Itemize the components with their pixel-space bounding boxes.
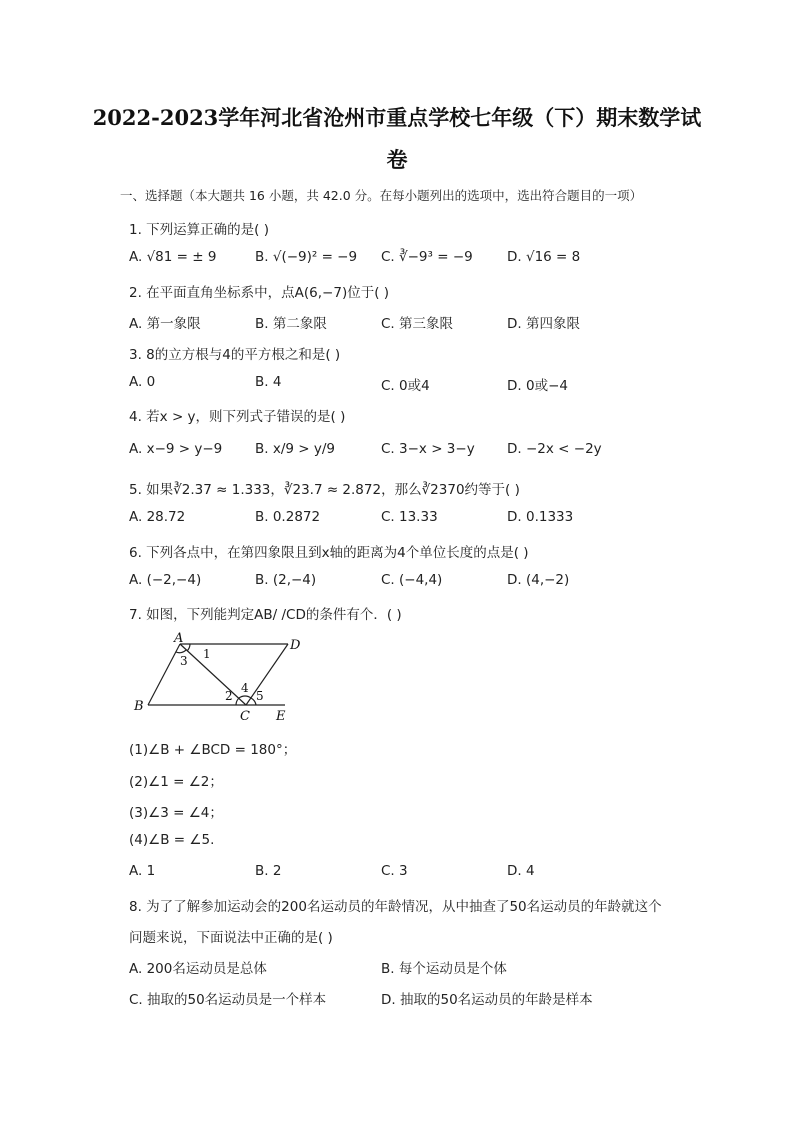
angle-label-5: 5 — [256, 689, 264, 703]
option-b: B. 2 — [255, 863, 282, 879]
question-4-options — [129, 441, 669, 461]
segment-dc — [246, 644, 288, 705]
option-c: C. (−4,4) — [381, 572, 443, 588]
condition-3: (3)∠3 = ∠4； — [129, 805, 223, 821]
option-b: B. 0.2872 — [255, 509, 321, 525]
option-d: D. 0.1333 — [507, 509, 574, 525]
point-label-e: E — [276, 709, 286, 724]
option-d: D. 抽取的50名运动员的年龄是样本 — [381, 992, 593, 1008]
question-8-options-row2 — [129, 988, 669, 1008]
question-5-stem: 5. 如果∛2.37 ≈ 1.333，∛23.7 ≈ 2.872，那么∛2370约等于( ) — [129, 482, 520, 498]
question-7-stem: 7. 如图，下列能判定AB/ /CD的条件有个．( ) — [129, 607, 402, 623]
angle-arc-4 — [239, 696, 251, 698]
option-c: C. 0或4 — [381, 378, 430, 394]
option-b: B. √(−9)² = −9 — [255, 249, 358, 265]
question-4-stem: 4. 若x > y，则下列式子错误的是( ) — [129, 409, 346, 425]
point-label-b: B — [134, 699, 144, 714]
option-a: A. x−9 > y−9 — [129, 441, 223, 457]
angle-arc-2 — [236, 698, 239, 705]
option-a: A. 1 — [129, 863, 156, 879]
angle-label-2: 2 — [225, 689, 233, 703]
option-d: D. 0或−4 — [507, 378, 568, 394]
option-b: B. 4 — [255, 374, 282, 390]
option-a: A. √81 = ± 9 — [129, 249, 217, 265]
question-2-stem: 2. 在平面直角坐标系中，点A(6,−7)位于( ) — [129, 285, 390, 301]
angle-arc-3 — [176, 650, 186, 653]
question-8-options-row1 — [129, 957, 669, 977]
question-7-options — [129, 863, 669, 883]
condition-4: (4)∠B = ∠5. — [129, 832, 215, 848]
option-b: B. 每个运动员是个体 — [381, 961, 507, 977]
option-d: D. 4 — [507, 863, 535, 879]
point-label-c: C — [240, 709, 250, 724]
option-c: C. 13.33 — [381, 509, 438, 525]
option-c: C. 3−x > 3−y — [381, 441, 475, 457]
question-1-options — [129, 249, 669, 269]
exam-title-line2: 卷 — [386, 147, 408, 172]
question-6-stem: 6. 下列各点中，在第四象限且到x轴的距离为4个单位长度的点是( ) — [129, 545, 529, 561]
parallelogram-figure — [130, 630, 310, 725]
question-3-options — [129, 374, 669, 394]
segment-ac — [180, 644, 246, 705]
option-c: C. 3 — [381, 863, 408, 879]
condition-1: (1)∠B + ∠BCD = 180°； — [129, 742, 297, 758]
option-a: A. (−2,−4) — [129, 572, 202, 588]
question-1-stem: 1. 下列运算正确的是( ) — [129, 222, 269, 238]
question-3-stem: 3. 8的立方根与4的平方根之和是( ) — [129, 347, 341, 363]
angle-label-4: 4 — [241, 681, 249, 695]
question-8-stem: 8. 为了了解参加运动会的200名运动员的年龄情况，从中抽查了50名运动员的年龄就这个 — [129, 899, 662, 915]
angle-label-1: 1 — [203, 647, 211, 661]
option-a: A. 200名运动员是总体 — [129, 961, 267, 977]
option-b: B. 第二象限 — [255, 316, 327, 332]
option-d: D. √16 = 8 — [507, 249, 581, 265]
option-a: A. 0 — [129, 374, 156, 390]
exam-title-line1: 2022-2023学年河北省沧州市重点学校七年级（下）期末数学试 — [92, 105, 702, 130]
option-d: D. (4,−2) — [507, 572, 570, 588]
option-a: A. 28.72 — [129, 509, 186, 525]
segment-ab — [148, 644, 180, 705]
option-d: D. 第四象限 — [507, 316, 580, 332]
option-d: D. −2x < −2y — [507, 441, 602, 457]
point-label-d: D — [290, 638, 301, 653]
angle-label-3: 3 — [180, 654, 188, 668]
option-b: B. (2,−4) — [255, 572, 317, 588]
point-label-a: A — [174, 631, 184, 646]
option-c: C. 第三象限 — [381, 316, 454, 332]
option-c: C. ∛−9³ = −9 — [381, 249, 473, 265]
option-b: B. x/9 > y/9 — [255, 441, 335, 457]
section-heading: 一、选择题（本大题共 16 小题，共 42.0 分。在每小题列出的选项中，选出符合题目的一项） — [120, 188, 643, 203]
option-a: A. 第一象限 — [129, 316, 201, 332]
option-c: C. 抽取的50名运动员是一个样本 — [129, 992, 327, 1008]
question-2-options — [129, 312, 669, 332]
question-5-options — [129, 509, 669, 529]
question-6-options — [129, 572, 669, 592]
condition-2: (2)∠1 = ∠2； — [129, 774, 223, 790]
angle-arc-1 — [187, 644, 190, 651]
question-8-stem-cont: 问题来说，下面说法中正确的是( ) — [129, 930, 333, 946]
